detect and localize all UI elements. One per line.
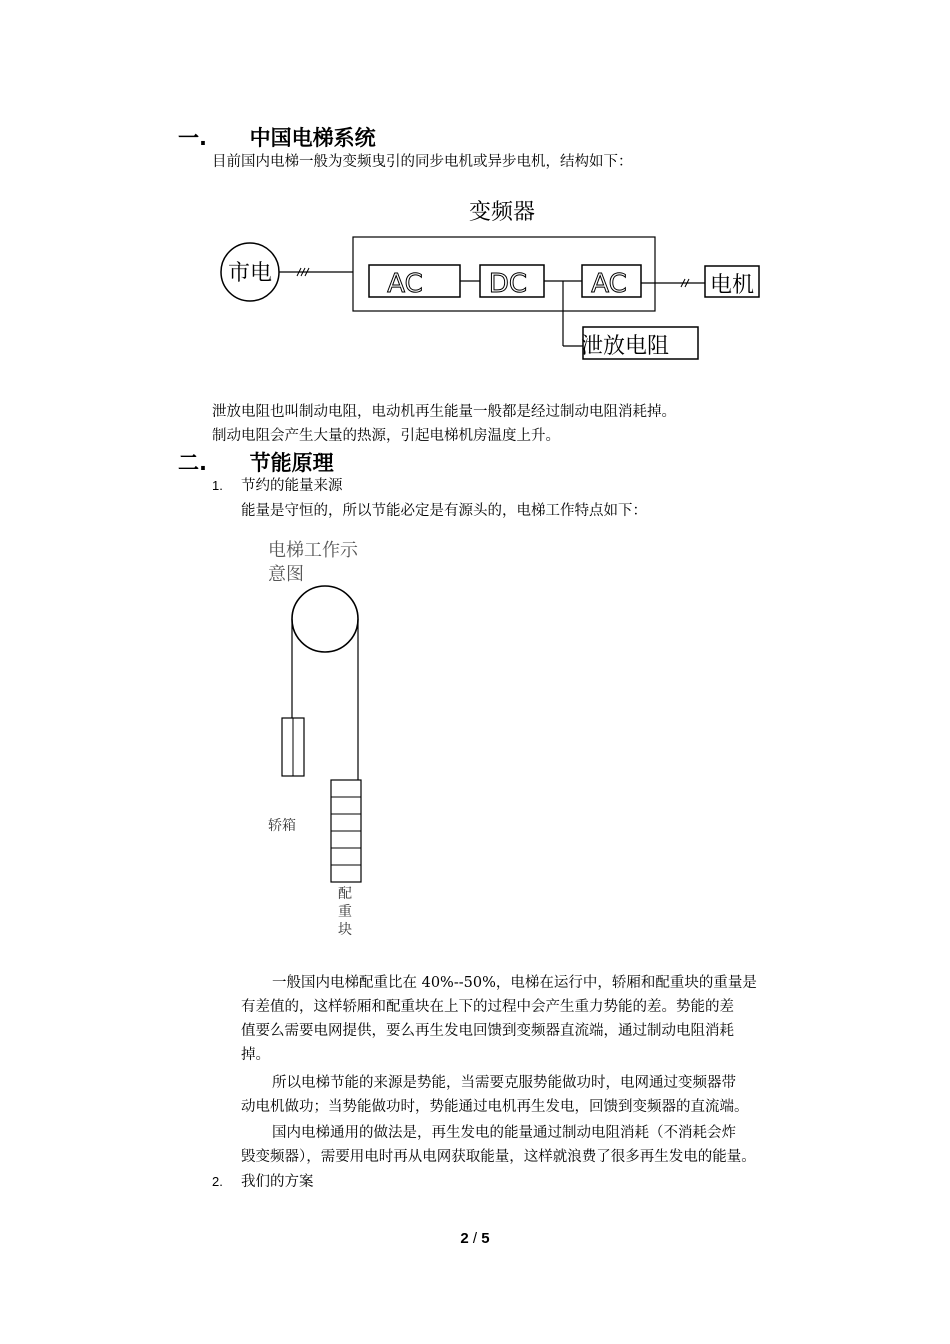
section1-para1: 泄放电阻也叫制动电阻，电动机再生能量一般都是经过制动电阻消耗掉。 bbox=[212, 404, 676, 420]
counterweight-label-1: 配 bbox=[338, 886, 352, 902]
dc-label: DC bbox=[488, 269, 528, 299]
page-separator: / bbox=[468, 1230, 482, 1247]
counterweight-label-2: 重 bbox=[338, 904, 352, 920]
ac-output-label: AC bbox=[591, 269, 627, 299]
para-a-line3: 值要么需要电网提供，要么再生发电回馈到变频器直流端，通过制动电阻消耗 bbox=[241, 1023, 734, 1039]
para-c-line2: 毁变频器），需要用电时再从电网获取能量，这样就浪费了很多再生发电的能量。 bbox=[241, 1149, 756, 1165]
para-a-line4: 掉。 bbox=[241, 1047, 270, 1063]
section1-title: 中国电梯系统 bbox=[249, 126, 376, 150]
para-c-line1: 国内电梯通用的做法是，再生发电的能量通过制动电阻消耗（不消耗会炸 bbox=[272, 1125, 736, 1141]
resistor-label: 泄放电阻 bbox=[580, 334, 670, 359]
car-label: 轿箱 bbox=[268, 818, 296, 834]
section2-heading bbox=[178, 447, 334, 477]
inverter-diagram bbox=[215, 195, 775, 370]
motor-label: 电机 bbox=[709, 273, 755, 298]
para-b-line1: 所以电梯节能的来源是势能，当需要克服势能做功时，电网通过变频器带 bbox=[272, 1075, 736, 1091]
three-phase-mark-input bbox=[297, 268, 309, 276]
section1-number: 一. bbox=[178, 126, 207, 150]
para-b-line2: 动电机做功；当势能做功时，势能通过电机再生发电，回馈到变频器的直流端。 bbox=[241, 1099, 749, 1115]
para-a-line1: 一般国内电梯配重比在 40%--50%，电梯在运行中，轿厢和配重块的重量是 bbox=[272, 975, 757, 991]
section2-number: 二. bbox=[178, 451, 207, 475]
para-a-line2: 有差值的，这样轿厢和配重块在上下的过程中会产生重力势能的差。势能的差 bbox=[241, 999, 734, 1015]
page-number bbox=[0, 1230, 950, 1247]
item1-intro: 能量是守恒的，所以节能必定是有源头的，电梯工作特点如下： bbox=[241, 503, 647, 519]
elevator-figure bbox=[240, 530, 410, 950]
figure-title-line2: 意图 bbox=[268, 564, 304, 585]
item1-title: 节约的能量来源 bbox=[241, 478, 343, 494]
ac-input-label: AC bbox=[387, 269, 423, 299]
counterweight-label-3: 块 bbox=[338, 922, 352, 938]
section1-intro: 目前国内电梯一般为变频曳引的同步电机或异步电机，结构如下： bbox=[212, 154, 633, 170]
page-total: 5 bbox=[481, 1230, 490, 1247]
item1-number: 1. bbox=[212, 478, 223, 493]
section2-title: 节能原理 bbox=[249, 451, 334, 475]
item2-title: 我们的方案 bbox=[241, 1174, 314, 1190]
section1-para2: 制动电阻会产生大量的热源，引起电梯机房温度上升。 bbox=[212, 428, 560, 444]
traction-sheave bbox=[292, 586, 358, 652]
page-current: 2 bbox=[460, 1230, 469, 1247]
section1-heading bbox=[178, 122, 376, 152]
item2-number: 2. bbox=[212, 1174, 223, 1189]
figure-title-line1: 电梯工作示 bbox=[268, 540, 358, 561]
inverter-label: 变频器 bbox=[468, 200, 536, 225]
mains-label: 市电 bbox=[227, 261, 273, 286]
